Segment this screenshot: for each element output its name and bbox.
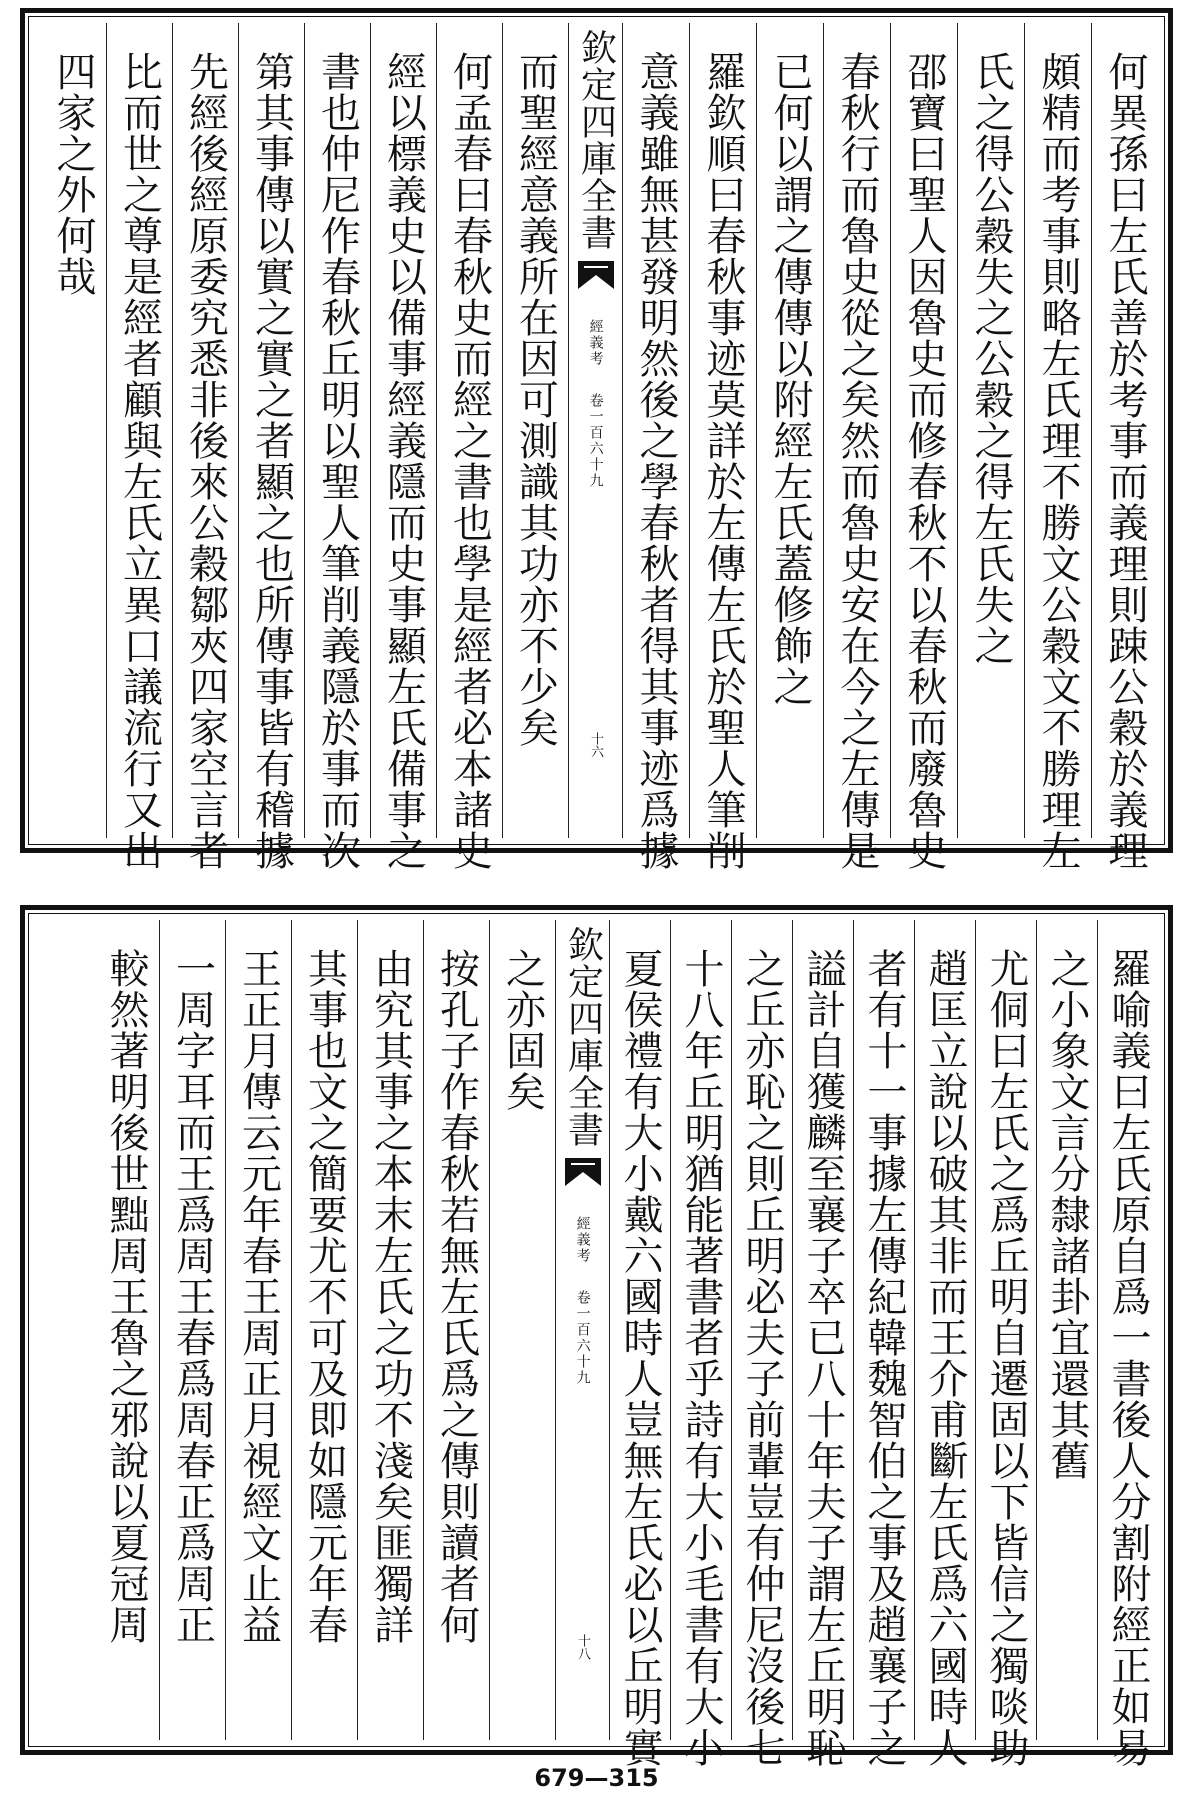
volume-number: 卷一百六十九: [587, 393, 604, 489]
text-column: 尤侗曰左氏之爲丘明自遷固以下皆信之獨啖助: [975, 920, 1036, 1740]
text-column: 趙匡立說以破其非而王介甫斷左氏爲六國時人: [914, 920, 975, 1740]
text-column: 按孔子作春秋若無左氏爲之傳則讀者何: [423, 920, 489, 1740]
text-column: 何孟春曰春秋史而經之書也學是經者必本諸史: [436, 23, 502, 838]
columns-bottom: [35, 920, 1158, 1768]
text-column: 王正月傳云元年春王周正月視經文止益: [225, 920, 291, 1740]
page-number-footer: 679—315: [534, 1764, 659, 1792]
text-column: 而聖經意義所在因可測識其功亦不少矣: [502, 23, 568, 838]
text-column: 之小象文言分隸諸卦宜還其舊: [1036, 920, 1097, 1740]
folio-number: 十六: [588, 732, 603, 758]
center-fold: [568, 23, 622, 838]
text-column: 意義雖無甚發明然後之學春秋者得其事迹爲據: [622, 23, 689, 838]
text-column: 之亦固矣: [489, 920, 555, 1740]
text-column: 經以標義史以備事經義隱而史事顯左氏備事之: [370, 23, 436, 838]
text-column: 十八年丘明猶能著書者乎詩有大小毛書有大小: [670, 920, 731, 1740]
text-column: 春秋行而魯史從之矣然而魯史安在今之左傳是: [823, 23, 890, 838]
text-column: 第其事傳以實之實之者顯之也所傳事皆有稽據: [238, 23, 304, 838]
text-column: 之丘亦恥之則丘明必夫子前輩豈有仲尼沒後七: [731, 920, 792, 1740]
text-column: 何異孫曰左氏善於考事而義理則踈公穀於義理: [1091, 23, 1158, 838]
text-column: 羅喻義曰左氏原自爲一書後人分割附經正如易: [1097, 920, 1158, 1740]
text-column: 先經後經原委究悉非後來公穀鄒夾四家空言者: [172, 23, 238, 838]
columns-top: [35, 23, 1158, 871]
text-column: 書也仲尼作春秋丘明以聖人筆削義隱於事而次: [304, 23, 370, 838]
book-title: 欽定四庫全書: [562, 926, 604, 1148]
text-column: 一周字耳而王爲周王春爲周春正爲周正: [159, 920, 225, 1740]
text-column: 謚計自獲麟至襄子卒已八十年夫子謂左丘明恥: [792, 920, 853, 1740]
book-name: 經義考: [574, 1216, 591, 1264]
fish-tail-ornament-icon: [563, 1154, 603, 1190]
text-column: 比而世之尊是經者顧與左氏立異口議流行又出: [106, 23, 172, 838]
text-column: 邵寶曰聖人因魯史而修春秋不以春秋而廢魯史: [890, 23, 957, 838]
text-column: 氏之得公穀失之公穀之得左氏失之: [957, 23, 1024, 838]
text-column: 羅欽順曰春秋事迹莫詳於左傳左氏於聖人筆削: [689, 23, 756, 838]
folio-number: 十八: [575, 1634, 590, 1660]
book-name: 經義考: [587, 319, 604, 367]
volume-number: 卷一百六十九: [574, 1290, 591, 1386]
fish-tail-ornament-icon: [576, 257, 616, 293]
text-column: 夏侯禮有大小戴六國時人豈無左氏必以丘明實: [609, 920, 670, 1740]
text-column: 四家之外何哉: [50, 51, 96, 297]
text-column: 已何以謂之傳傳以附經左氏蓋修飾之: [756, 23, 823, 838]
page-top: [20, 8, 1173, 871]
book-title: 欽定四庫全書: [575, 29, 617, 251]
page-bottom: [20, 905, 1173, 1768]
text-column: 者有十一事據左傳紀韓魏智伯之事及趙襄子之: [853, 920, 914, 1740]
text-column: 較然著明後世黜周王魯之邪說以夏冠周: [103, 948, 149, 1645]
text-column: 頗精而考事則略左氏理不勝文公穀文不勝理左: [1024, 23, 1091, 838]
text-column: 由究其事之本末左氏之功不淺矣匪獨詳: [357, 920, 423, 1740]
text-column: 其事也文之簡要尤不可及即如隱元年春: [291, 920, 357, 1740]
center-fold: [555, 920, 609, 1740]
